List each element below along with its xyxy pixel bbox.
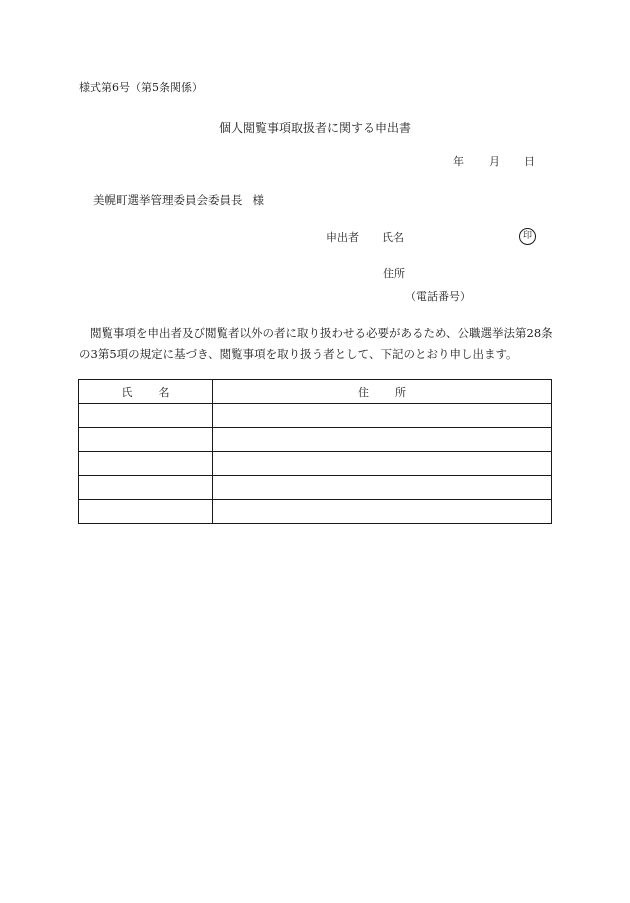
applicant-phone-label: （電話番号） xyxy=(405,290,471,303)
table-header-row xyxy=(79,380,552,404)
body-paragraph xyxy=(79,323,554,365)
name-cell[interactable] xyxy=(79,452,213,476)
address-cell[interactable] xyxy=(213,500,552,524)
table-row xyxy=(79,428,552,452)
addressee-name: 美幌町選挙管理委員会委員長 xyxy=(93,193,243,207)
name-column-header: 氏 名 xyxy=(79,380,213,404)
addressee-honorific: 様 xyxy=(252,193,264,207)
name-cell[interactable] xyxy=(79,428,213,452)
date-day-label: 日 xyxy=(524,155,535,168)
table-row xyxy=(79,404,552,428)
address-cell[interactable] xyxy=(213,452,552,476)
applicant-address-label: 住所 xyxy=(383,267,405,280)
form-number: 様式第6号（第5条関係） xyxy=(79,81,203,94)
table-row xyxy=(79,476,552,500)
date-year-label: 年 xyxy=(453,155,464,168)
address-cell[interactable] xyxy=(213,476,552,500)
addressee xyxy=(93,195,264,207)
date-month-label: 月 xyxy=(489,155,500,168)
name-cell[interactable] xyxy=(79,500,213,524)
applicant-label: 申出者 xyxy=(326,231,359,244)
address-cell[interactable] xyxy=(213,428,552,452)
table-row xyxy=(79,500,552,524)
handler-table xyxy=(78,379,552,524)
document-title: 個人閲覧事項取扱者に関する申出書 xyxy=(218,121,411,135)
seal-mark: 印 xyxy=(519,228,536,245)
body-text: 閲覧事項を申出者及び閲覧者以外の者に取り扱わせる必要があるため、公職選挙法第28条の3第5項の規定に基づき、閲覧事項を取り扱う者として、下記のとおり申し出ます。 xyxy=(79,326,553,361)
address-cell[interactable] xyxy=(213,404,552,428)
address-column-header: 住 所 xyxy=(213,380,552,404)
name-cell[interactable] xyxy=(79,404,213,428)
name-cell[interactable] xyxy=(79,476,213,500)
applicant-name-label: 氏名 xyxy=(382,231,404,244)
table-row xyxy=(79,452,552,476)
